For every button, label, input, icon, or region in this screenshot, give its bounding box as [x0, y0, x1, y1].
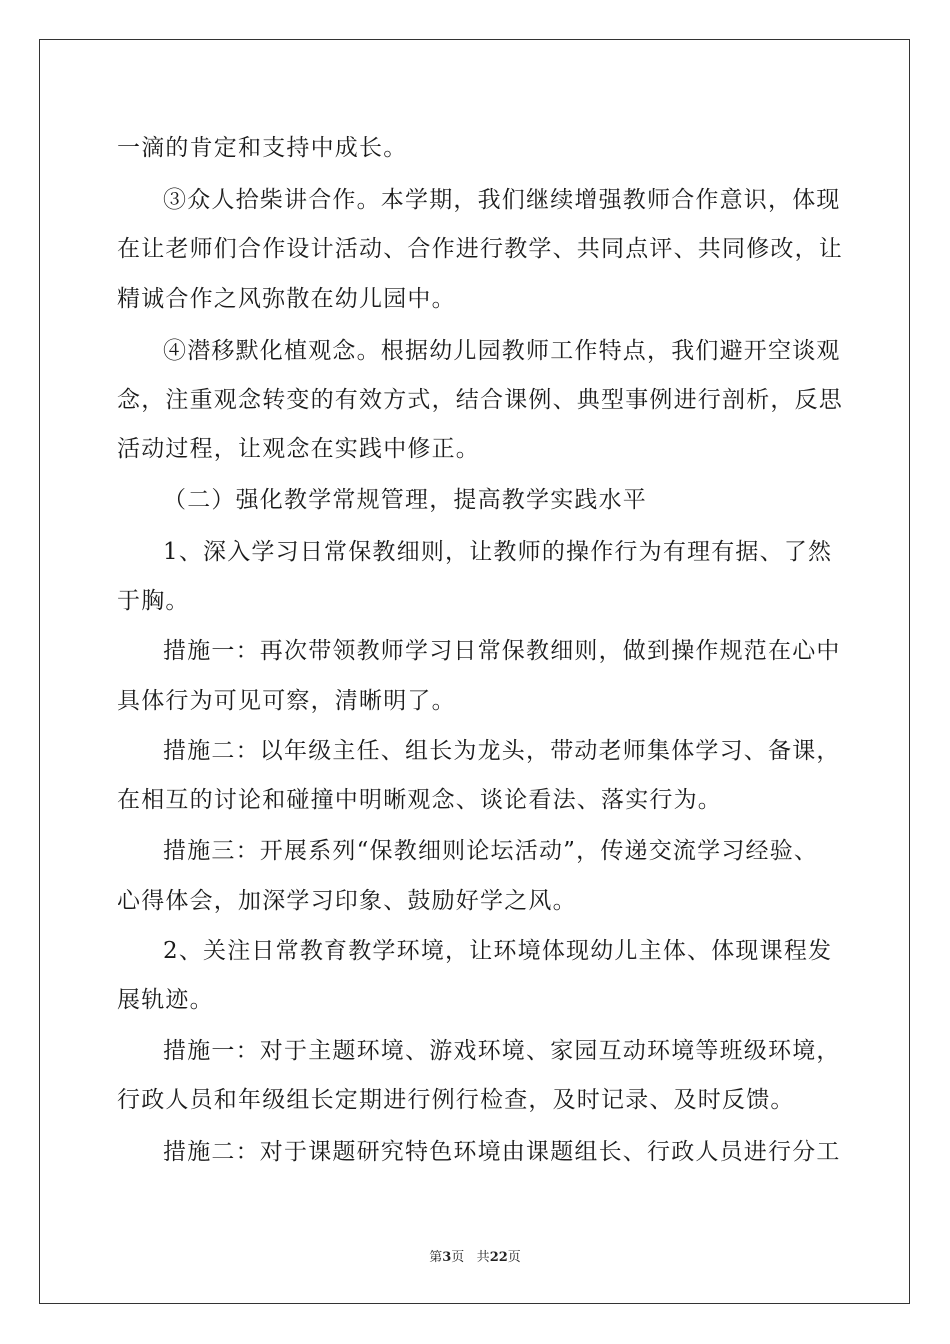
text-line: 措施二：以年级主任、组长为龙头，带动老师集体学习、备课，	[163, 738, 841, 764]
text-line: 2、关注日常教育教学环境，让环境体现幼儿主体、体现课程发	[163, 938, 833, 964]
text-line: 措施三：开展系列“保教细则论坛活动”，传递交流学习经验、	[163, 838, 819, 864]
text-line: 措施一：对于主题环境、游戏环境、家园互动环境等班级环境，	[163, 1038, 841, 1064]
footer-total-prefix: 共	[476, 1250, 490, 1265]
footer-page-current: 3	[442, 1250, 452, 1265]
text-line: 1、深入学习日常保教细则，让教师的操作行为有理有据、了然	[163, 539, 833, 565]
text-line: 措施一：再次带领教师学习日常保教细则，做到操作规范在心中	[163, 638, 841, 664]
text-line: 在让老师们合作设计活动、合作进行教学、共同点评、共同修改，让	[117, 236, 843, 262]
text-line: 展轨迹。	[117, 987, 214, 1013]
text-line: 活动过程，让观念在实践中修正。	[117, 436, 480, 462]
text-line: 一滴的肯定和支持中成长。	[117, 135, 408, 161]
page-footer	[0, 1246, 950, 1265]
footer-total-suffix: 页	[507, 1250, 521, 1265]
text-line: ④潜移默化植观念。根据幼儿园教师工作特点，我们避开空谈观	[163, 338, 841, 364]
footer-page-total: 22	[489, 1250, 508, 1265]
text-line: 于胸。	[117, 588, 190, 614]
footer-page-prefix: 第	[429, 1250, 443, 1265]
text-line: 在相互的讨论和碰撞中明晰观念、谈论看法、落实行为。	[117, 787, 722, 813]
text-line: 精诚合作之风弥散在幼儿园中。	[117, 286, 456, 312]
text-line: 行政人员和年级组长定期进行例行检查，及时记录、及时反馈。	[117, 1087, 795, 1113]
text-line: 具体行为可见可察，清晰明了。	[117, 688, 456, 714]
text-line: 措施二：对于课题研究特色环境由课题组长、行政人员进行分工	[163, 1139, 841, 1165]
text-line: 心得体会，加深学习印象、鼓励好学之风。	[117, 888, 577, 914]
text-line: ③众人拾柴讲合作。本学期，我们继续增强教师合作意识，体现	[163, 187, 841, 213]
footer-page-suffix: 页	[451, 1250, 465, 1265]
text-line: 念，注重观念转变的有效方式，结合课例、典型事例进行剖析，反思	[117, 387, 843, 413]
section-heading: （二）强化教学常规管理，提高教学实践水平	[163, 487, 647, 513]
